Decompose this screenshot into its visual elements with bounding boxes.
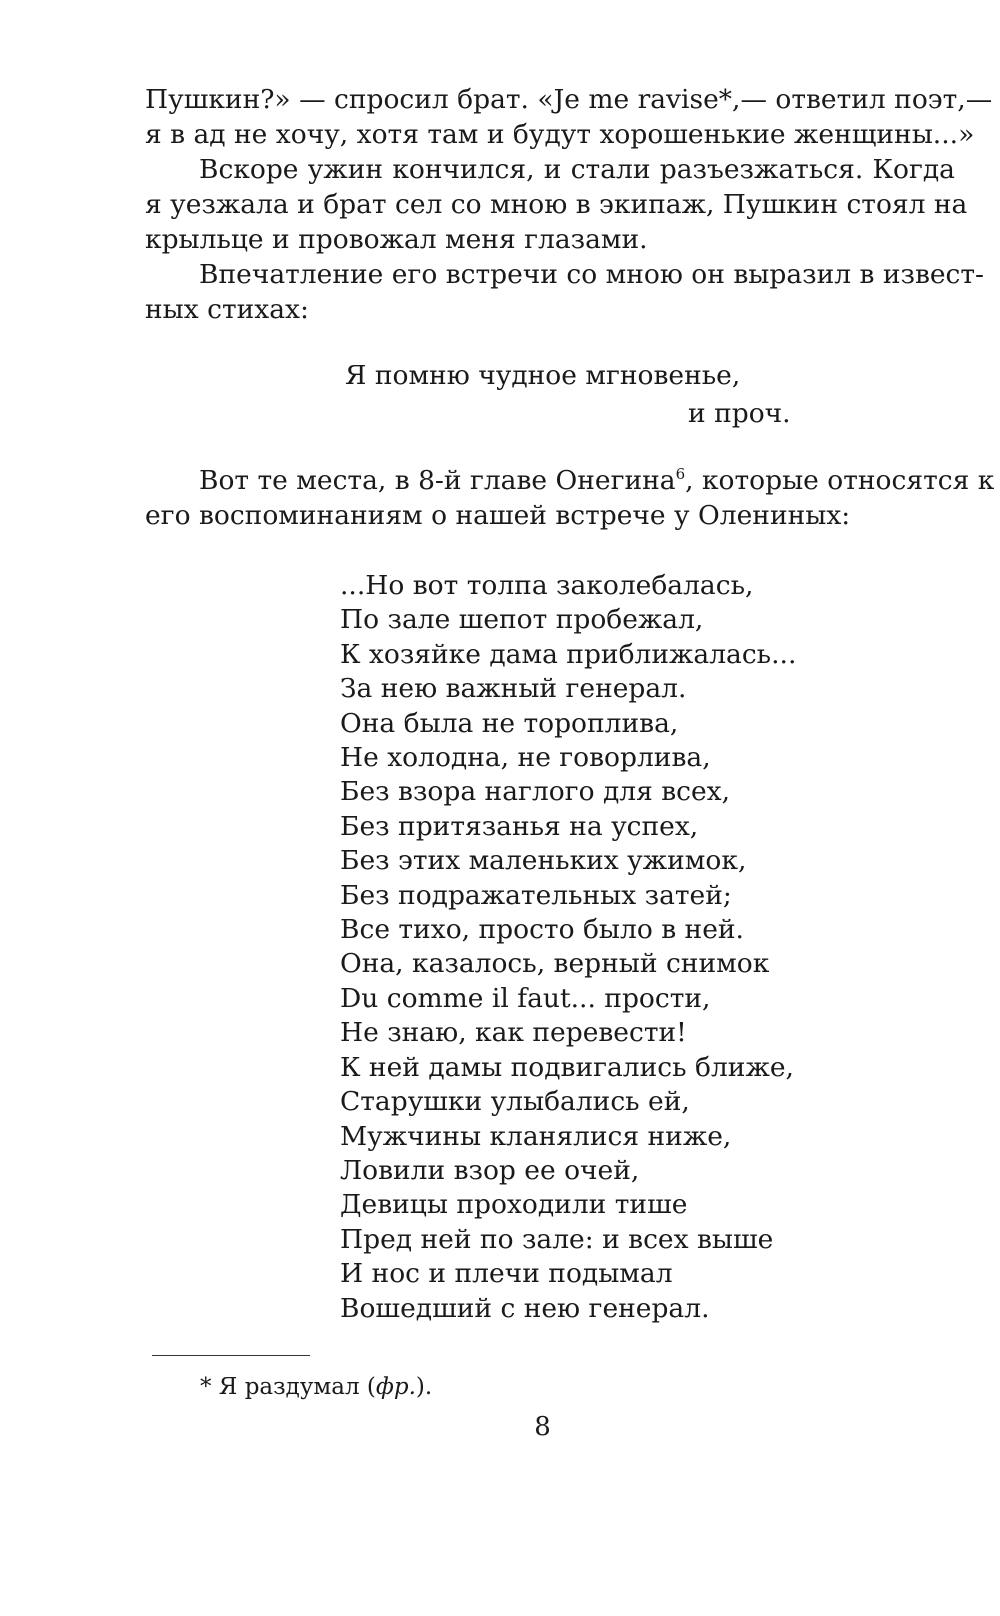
footnote-divider [152, 1355, 310, 1356]
verse-block [145, 569, 955, 1326]
page-number: 8 [534, 1412, 551, 1442]
epigraph-line: Я помню чудное мгновенье, [345, 360, 741, 391]
text-fragment: Вот те места, в 8-й главе Онегина [199, 465, 676, 496]
verse-line: К ней дамы подвигались ближе, [340, 1051, 794, 1083]
verse-line: И нос и плечи подымал [340, 1258, 673, 1290]
verse-line: Девицы проходили тише [340, 1189, 688, 1221]
verse-line: ...Но вот толпа заколебалась, [340, 570, 754, 601]
paragraph [145, 152, 968, 257]
paragraph [145, 463, 995, 533]
text-line: ных стихах: [145, 294, 309, 325]
text-line: я уезжала и брат сел со мною в экипаж, Пушкин стоял на [145, 189, 968, 220]
paragraph [145, 82, 993, 152]
footnote [200, 1372, 432, 1402]
verse-line: Du comme il faut... прости, [340, 982, 711, 1014]
paragraph [145, 257, 985, 327]
text-line: Пушкин?» — спросил брат. «Je me ravise*,— ответил поэт,— [145, 84, 993, 115]
verse-line: К хозяйке дама приближалась... [340, 638, 797, 670]
text-fragment: , которые относятся к [685, 465, 995, 496]
verse-line: Старушки улыбались ей, [340, 1086, 690, 1118]
footnote-italic: фр. [375, 1374, 416, 1400]
verse-line: Не холодна, не говорлива, [340, 742, 711, 774]
verse-line: Не знаю, как перевести! [340, 1017, 687, 1049]
verse-line: Она была не тороплива, [340, 707, 679, 739]
page-body [145, 82, 995, 1326]
verse-line: Без взора наглого для всех, [340, 776, 731, 808]
verse-line: Вошедший с нею генерал. [340, 1292, 710, 1324]
epigraph [145, 357, 955, 433]
verse-line: Без притязанья на успех, [340, 810, 699, 842]
verse-line: Без подражательных затей; [340, 879, 732, 911]
verse-line: Без этих маленьких ужимок, [340, 845, 747, 877]
text-line: крыльце и провожал меня глазами. [145, 224, 648, 255]
verse-line: Мужчины кланялися ниже, [340, 1120, 732, 1152]
footnote-close: ). [415, 1374, 433, 1400]
text-line: я в ад не хочу, хотя там и будут хорошенькие женщины...» [145, 119, 975, 150]
verse-line: Она, казалось, верный снимок [340, 948, 770, 980]
verse-line: Пред ней по зале: и всех выше [340, 1223, 774, 1255]
footnote-ref: 6 [675, 465, 686, 483]
text-line [145, 463, 995, 498]
verse-line: По зале шепот пробежал, [340, 604, 704, 636]
verse-line: Ловили взор ее очей, [340, 1154, 640, 1186]
epigraph-line: и проч. [688, 398, 791, 429]
text-line: Вскоре ужин кончился, и стали разъезжаться. Когда [199, 154, 955, 185]
footnote-text: * Я раздумал ( [200, 1374, 376, 1400]
verse-line: Все тихо, просто было в ней. [340, 914, 744, 946]
verse-line: За нею важный генерал. [340, 673, 687, 705]
text-line: его воспоминаниям о нашей встрече у Олениных: [145, 500, 851, 531]
text-line: Впечатление его встречи со мною он выразил в извест- [199, 259, 985, 290]
